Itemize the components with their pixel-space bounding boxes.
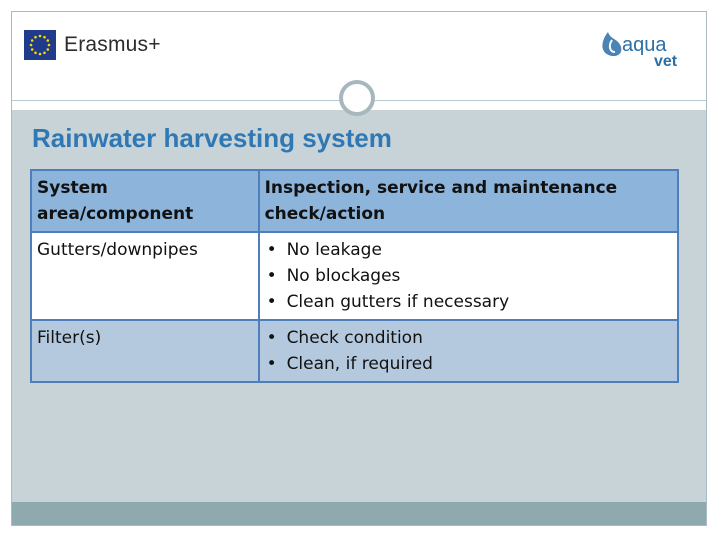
- divider-ring-icon: [339, 80, 375, 116]
- table-header-row: [31, 170, 678, 232]
- erasmus-logo: [24, 27, 161, 63]
- header-component: System area/component: [31, 170, 259, 232]
- component-cell: Gutters/downpipes: [31, 232, 259, 320]
- list-item: • Check condition: [265, 325, 672, 351]
- component-cell: Filter(s): [31, 320, 259, 382]
- footer-band: [12, 502, 706, 525]
- list-item: • No blockages: [265, 263, 672, 289]
- action-cell: [259, 320, 678, 382]
- table-row: [31, 232, 678, 320]
- eu-flag-icon: [24, 30, 56, 60]
- list-item: • No leakage: [265, 237, 672, 263]
- maintenance-table: [30, 169, 679, 383]
- list-item: • Clean gutters if necessary: [265, 289, 672, 315]
- erasmus-label: Erasmus+: [64, 33, 161, 56]
- aquavet-logo: [598, 26, 694, 70]
- action-cell: [259, 232, 678, 320]
- vet-label: vet: [654, 53, 678, 70]
- header-action: Inspection, service and maintenance check/action: [259, 170, 678, 232]
- list-item: • Clean, if required: [265, 351, 672, 377]
- table-row: [31, 320, 678, 382]
- aqua-label: aqua: [622, 34, 667, 56]
- slide-title: Rainwater harvesting system: [32, 123, 392, 153]
